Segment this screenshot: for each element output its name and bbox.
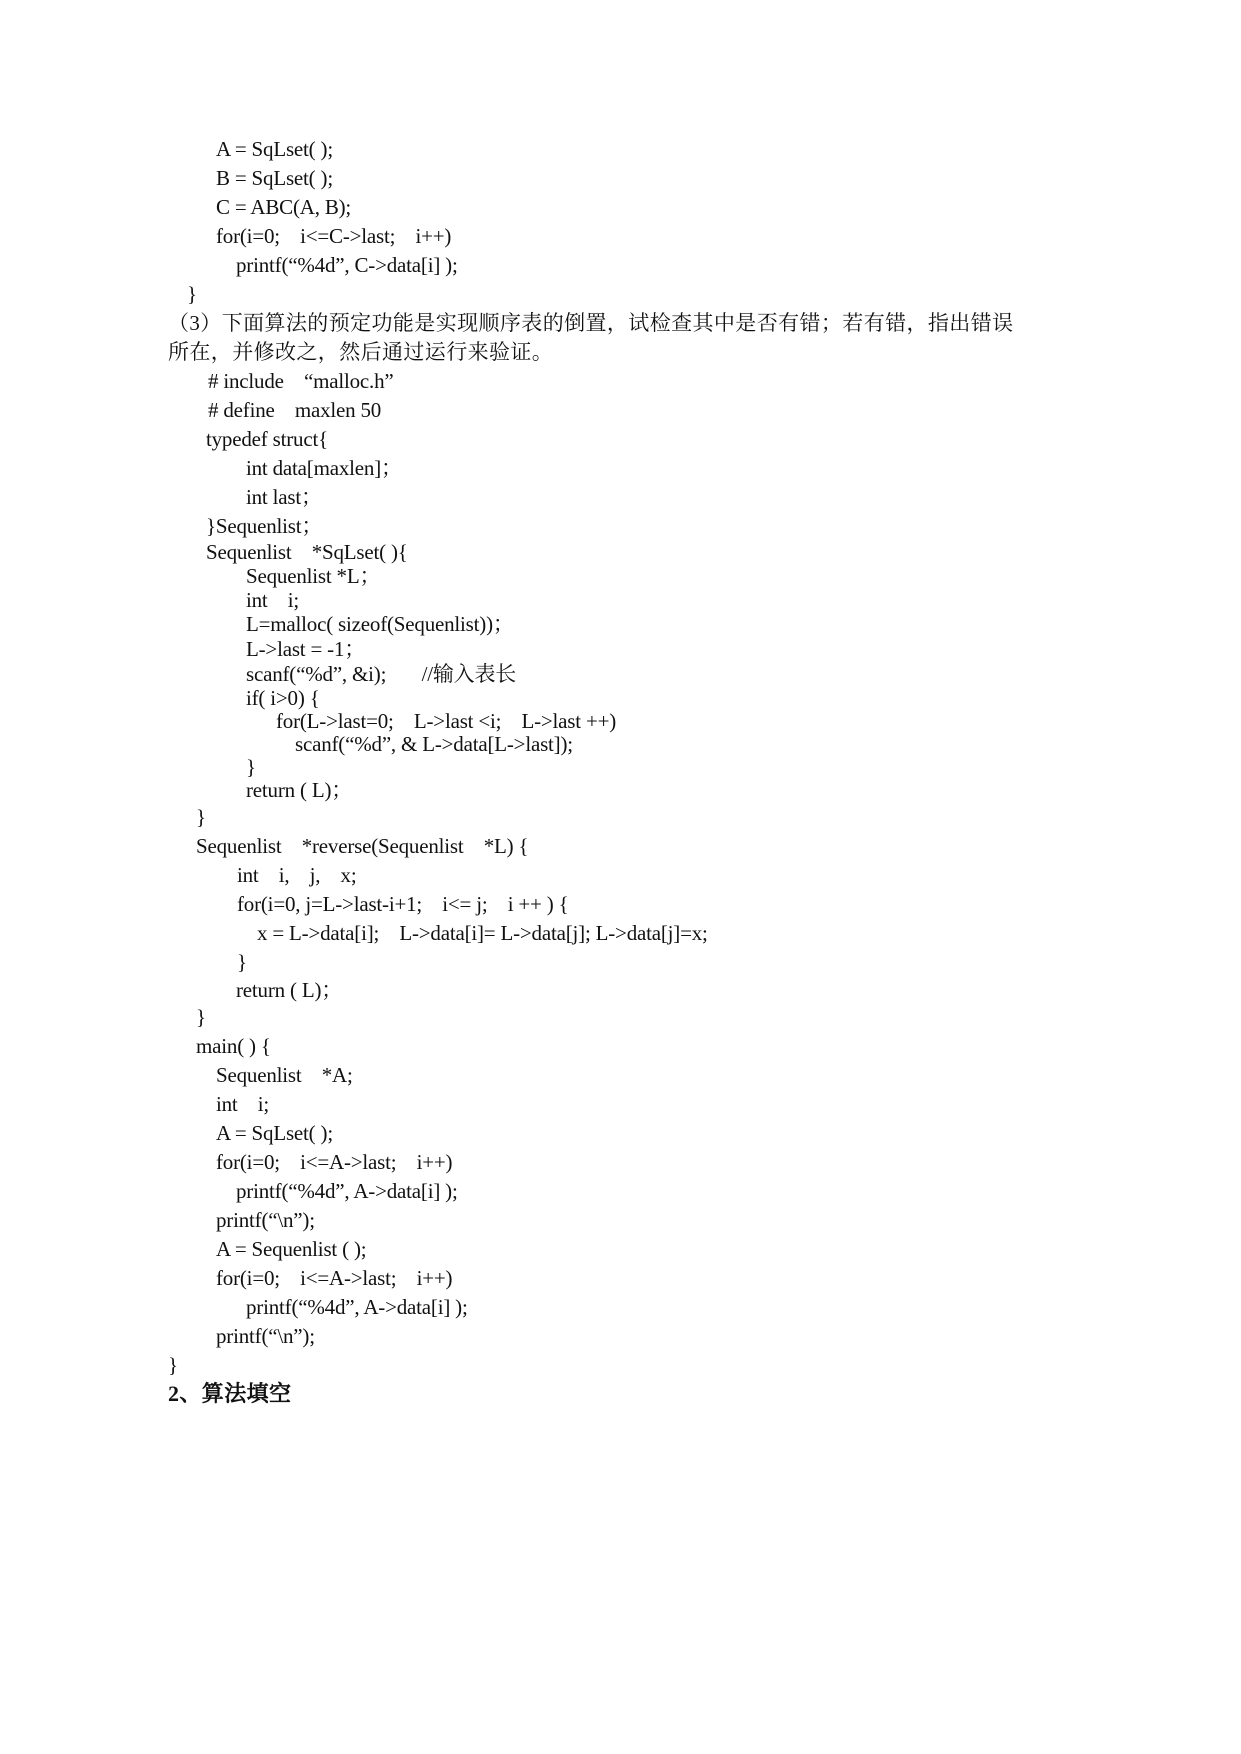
code-line: Sequenlist *A; bbox=[216, 1063, 353, 1087]
code-line: B = SqLset( ); bbox=[216, 166, 333, 190]
code-line: int i; bbox=[246, 588, 300, 612]
code-line: x = L->data[i]; L->data[i]= L->data[j]; L->data[j]=x; bbox=[257, 921, 708, 945]
section-heading: 2、算法填空 bbox=[168, 1381, 292, 1406]
code-line: # define maxlen 50 bbox=[208, 398, 382, 422]
code-line: # include “malloc.h” bbox=[208, 369, 394, 393]
code-line: A = SqLset( ); bbox=[216, 1121, 333, 1145]
code-line: Sequenlist *L； bbox=[246, 564, 381, 588]
code-line: }Sequenlist； bbox=[206, 514, 323, 538]
code-line: typedef struct{ bbox=[206, 427, 328, 451]
code-line: if( i>0) { bbox=[246, 686, 320, 710]
code-line: Sequenlist *reverse(Sequenlist *L) { bbox=[196, 834, 529, 858]
code-line: printf(“%4d”, C->data[i] ); bbox=[236, 253, 458, 277]
code-line: for(L->last=0; L->last <i; L->last ++) bbox=[276, 709, 617, 733]
code-line: int last； bbox=[246, 485, 322, 509]
code-line: L->last = -1； bbox=[246, 637, 366, 661]
code-line: printf(“%4d”, A->data[i] ); bbox=[246, 1295, 468, 1319]
code-line: printf(“\n”); bbox=[216, 1324, 315, 1348]
code-line: } bbox=[196, 1005, 206, 1029]
code-line: for(i=0, j=L->last-i+1; i<= j; i ++ ) { bbox=[237, 892, 569, 916]
code-line: main( ) { bbox=[196, 1034, 271, 1058]
code-line: scanf(“%d”, &i); //输入表长 bbox=[246, 662, 517, 686]
code-line: int data[maxlen]； bbox=[246, 456, 402, 480]
question-3-text-line1: （3）下面算法的预定功能是实现顺序表的倒置，试检查其中是否有错；若有错，指出错误 bbox=[168, 311, 1014, 335]
code-line: } bbox=[246, 755, 256, 779]
code-line: A = SqLset( ); bbox=[216, 137, 333, 161]
code-line: } bbox=[237, 950, 247, 974]
code-line: for(i=0; i<=A->last; i++) bbox=[216, 1150, 453, 1174]
code-line: int i, j, x; bbox=[237, 863, 357, 887]
code-line: for(i=0; i<=C->last; i++) bbox=[216, 224, 452, 248]
code-line: L=malloc( sizeof(Sequenlist))； bbox=[246, 612, 514, 636]
code-line: for(i=0; i<=A->last; i++) bbox=[216, 1266, 453, 1290]
code-line: scanf(“%d”, & L->data[L->last]); bbox=[295, 732, 573, 756]
code-line: int i; bbox=[216, 1092, 270, 1116]
code-line: return ( L)； bbox=[236, 978, 343, 1002]
code-line: } bbox=[187, 282, 197, 306]
code-line: printf(“\n”); bbox=[216, 1208, 315, 1232]
code-line: printf(“%4d”, A->data[i] ); bbox=[236, 1179, 458, 1203]
code-line: C = ABC(A, B); bbox=[216, 195, 352, 219]
code-line: A = Sequenlist ( ); bbox=[216, 1237, 367, 1261]
question-3-text-line2: 所在，并修改之，然后通过运行来验证。 bbox=[168, 340, 554, 364]
code-line: return ( L)； bbox=[246, 778, 353, 802]
code-line: Sequenlist *SqLset( ){ bbox=[206, 540, 408, 564]
code-line: } bbox=[196, 805, 206, 829]
code-line: } bbox=[168, 1353, 178, 1377]
